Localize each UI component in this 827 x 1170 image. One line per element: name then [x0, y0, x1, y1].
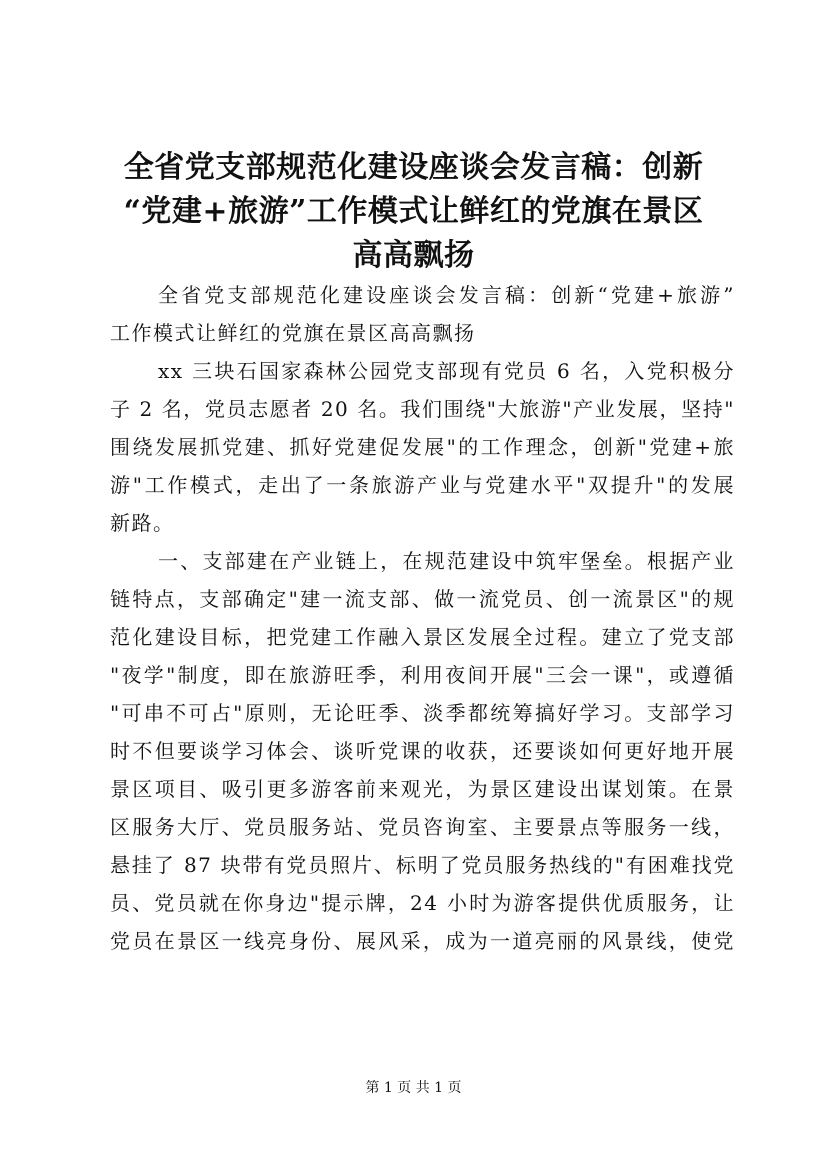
document-body [110, 276, 735, 960]
body-line: 范化建设目标，把党建工作融入景区发展全过程。建立了党支部 [110, 625, 735, 649]
body-line: "可串不可占"原则，无论旺季、淡季都统筹搞好学习。支部学习 [110, 701, 735, 725]
body-line: xx 三块石国家森林公园党支部现有党员 6 名，入党积极分 [158, 359, 735, 383]
body-line: 链特点，支部确定"建一流支部、做一流党员、创一流景区"的规 [110, 587, 735, 611]
body-line: 围绕发展抓党建、抓好党建促发展"的工作理念，创新"党建+旅 [110, 435, 735, 459]
page-footer [0, 1078, 827, 1098]
body-line: 景区项目、吸引更多游客前来观光，为景区建设出谋划策。在景 [110, 777, 735, 801]
body-line: 悬挂了 87 块带有党员照片、标明了党员服务热线的"有困难找党 [110, 853, 735, 877]
title-line: 高高飘扬 [352, 238, 475, 273]
body-line: 时不但要谈学习体会、谈听党课的收获，还要谈如何更好地开展 [110, 739, 735, 763]
body-line: "夜学"制度，即在旅游旺季，利用夜间开展"三会一课"，或遵循 [110, 663, 735, 687]
body-line: 全省党支部规范化建设座谈会发言稿：创新“党建+旅游” [158, 283, 735, 307]
body-line: 区服务大厅、党员服务站、党员咨询室、主要景点等服务一线， [110, 815, 735, 839]
document-title [100, 146, 727, 278]
body-line: 党员在景区一线亮身份、展风采，成为一道亮丽的风景线，使党 [110, 929, 735, 953]
title-line: 全省党支部规范化建设座谈会发言稿：创新 [123, 150, 704, 185]
body-line: 员、党员就在你身边"提示牌，24 小时为游客提供优质服务，让 [110, 891, 735, 915]
body-line: 新路。 [110, 511, 175, 535]
title-line: “党建+旅游”工作模式让鲜红的党旗在景区 [123, 194, 704, 229]
body-line: 一、支部建在产业链上，在规范建设中筑牢堡垒。根据产业 [158, 549, 735, 573]
body-line: 子 2 名，党员志愿者 20 名。我们围绕"大旅游"产业发展，坚持" [110, 397, 735, 421]
body-line: 工作模式让鲜红的党旗在景区高高飘扬 [110, 321, 476, 345]
body-line: 游"工作模式，走出了一条旅游产业与党建水平"双提升"的发展 [110, 473, 735, 497]
page-number: 第 1 页 共 1 页 [365, 1080, 462, 1096]
